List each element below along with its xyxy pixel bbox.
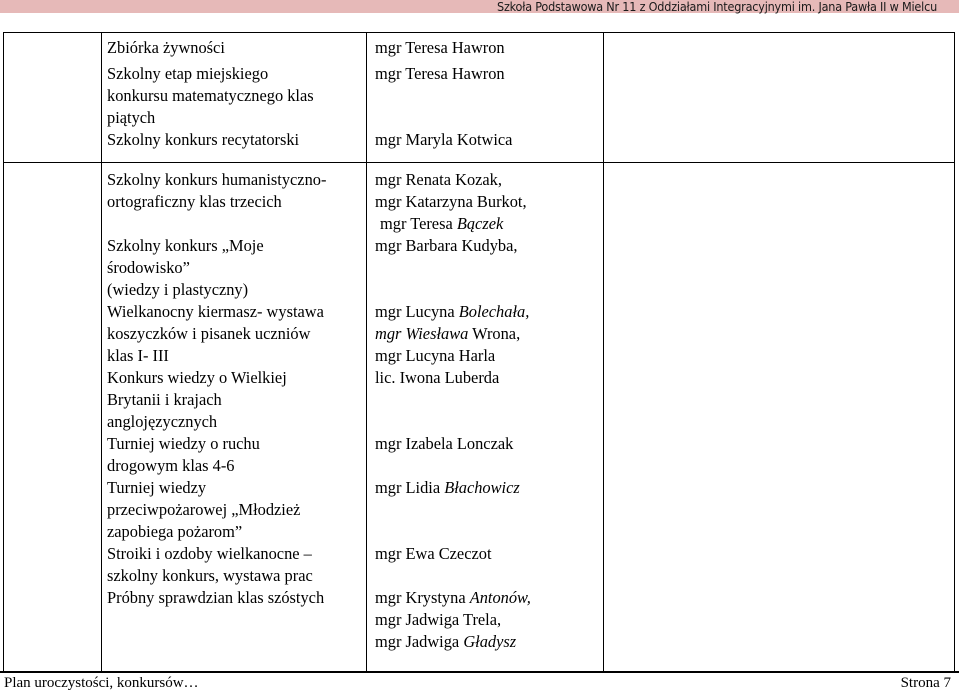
event-recytatorski: Szkolny konkurs recytatorski <box>107 130 300 149</box>
person-lonczak: mgr Izabela Lonczak <box>375 434 514 453</box>
person-baczek: mgr Teresa Bączek <box>380 214 504 233</box>
person-kotwica: mgr Maryla Kotwica <box>375 130 513 149</box>
school-name: Szkoła Podstawowa Nr 11 z Oddziałami Integracyjnymi im. Jana Pawła II w Mielcu <box>497 0 937 14</box>
event-przeciwpozarowy-line3: zapobiega pożarom” <box>107 522 243 541</box>
person-blachowicz: mgr Lidia Błachowicz <box>375 478 520 497</box>
event-ruch-drogowy-line1: Turniej wiedzy o ruchu <box>107 434 260 453</box>
event-przeciwpozarowy-line2: przeciwpożarowej „Młodzież <box>107 500 301 519</box>
event-stroiki-line2: szkolny konkurs, wystawa prac <box>107 566 313 585</box>
table-border-right <box>954 32 955 671</box>
event-moje-line3: (wiedzy i plastyczny) <box>107 280 249 299</box>
event-brytania-line1: Konkurs wiedzy o Wielkiej <box>107 368 287 387</box>
person-bolechala: mgr Lucyna Bolechała, <box>375 302 530 321</box>
event-stroiki-line1: Stroiki i ozdoby wielkanocne – <box>107 544 312 563</box>
person-kozak: mgr Renata Kozak, <box>375 170 502 189</box>
person-kudyba: mgr Barbara Kudyba, <box>375 236 518 255</box>
page-number: Strona 7 <box>900 675 951 691</box>
table-border-left <box>3 32 4 671</box>
person-burkot: mgr Katarzyna Burkot, <box>375 192 527 211</box>
person-hawron-2: mgr Teresa Hawron <box>375 64 505 83</box>
event-kiermasz-line2: koszyczków i pisanek uczniów <box>107 324 311 343</box>
table-col-divider-2 <box>366 32 367 671</box>
event-humanistyczny-line2: ortograficzny klas trzecich <box>107 192 282 211</box>
person-harla: mgr Lucyna Harla <box>375 346 496 365</box>
person-gladysz: mgr Jadwiga Gładysz <box>375 632 517 651</box>
person-luberda: lic. Iwona Luberda <box>375 368 500 387</box>
event-moje-line1: Szkolny konkurs „Moje <box>107 236 264 255</box>
table-col-divider-1 <box>101 32 102 671</box>
person-hawron-1: mgr Teresa Hawron <box>375 38 505 57</box>
event-matematyczny-line3: piątych <box>107 108 156 127</box>
event-brytania-line3: anglojęzycznych <box>107 412 218 431</box>
event-humanistyczny-line1: Szkolny konkurs humanistyczno- <box>107 170 327 189</box>
event-matematyczny-line1: Szkolny etap miejskiego <box>107 64 269 83</box>
page-header <box>0 0 959 13</box>
footer-title: Plan uroczystości, konkursów… <box>4 675 199 691</box>
table-row-divider <box>3 162 954 163</box>
person-trela: mgr Jadwiga Trela, <box>375 610 502 629</box>
person-antonow: mgr Krystyna Antonów, <box>375 588 531 607</box>
event-matematyczny-line2: konkursu matematycznego klas <box>107 86 314 105</box>
event-przeciwpozarowy-line1: Turniej wiedzy <box>107 478 207 497</box>
event-kiermasz-line1: Wielkanocny kiermasz- wystawa <box>107 302 324 321</box>
event-sprawdzian: Próbny sprawdzian klas szóstych <box>107 588 325 607</box>
footer-rule <box>0 671 959 673</box>
table-col-divider-3 <box>603 32 604 671</box>
event-moje-line2: środowisko” <box>107 258 190 277</box>
table-border-top <box>3 32 954 33</box>
event-ruch-drogowy-line2: drogowym klas 4-6 <box>107 456 235 475</box>
person-czeczot: mgr Ewa Czeczot <box>375 544 492 563</box>
event-zbiorka: Zbiórka żywności <box>107 38 225 57</box>
event-brytania-line2: Brytanii i krajach <box>107 390 222 409</box>
person-wrona: mgr Wiesława Wrona, <box>375 324 521 343</box>
event-kiermasz-line3: klas I- III <box>107 346 169 365</box>
